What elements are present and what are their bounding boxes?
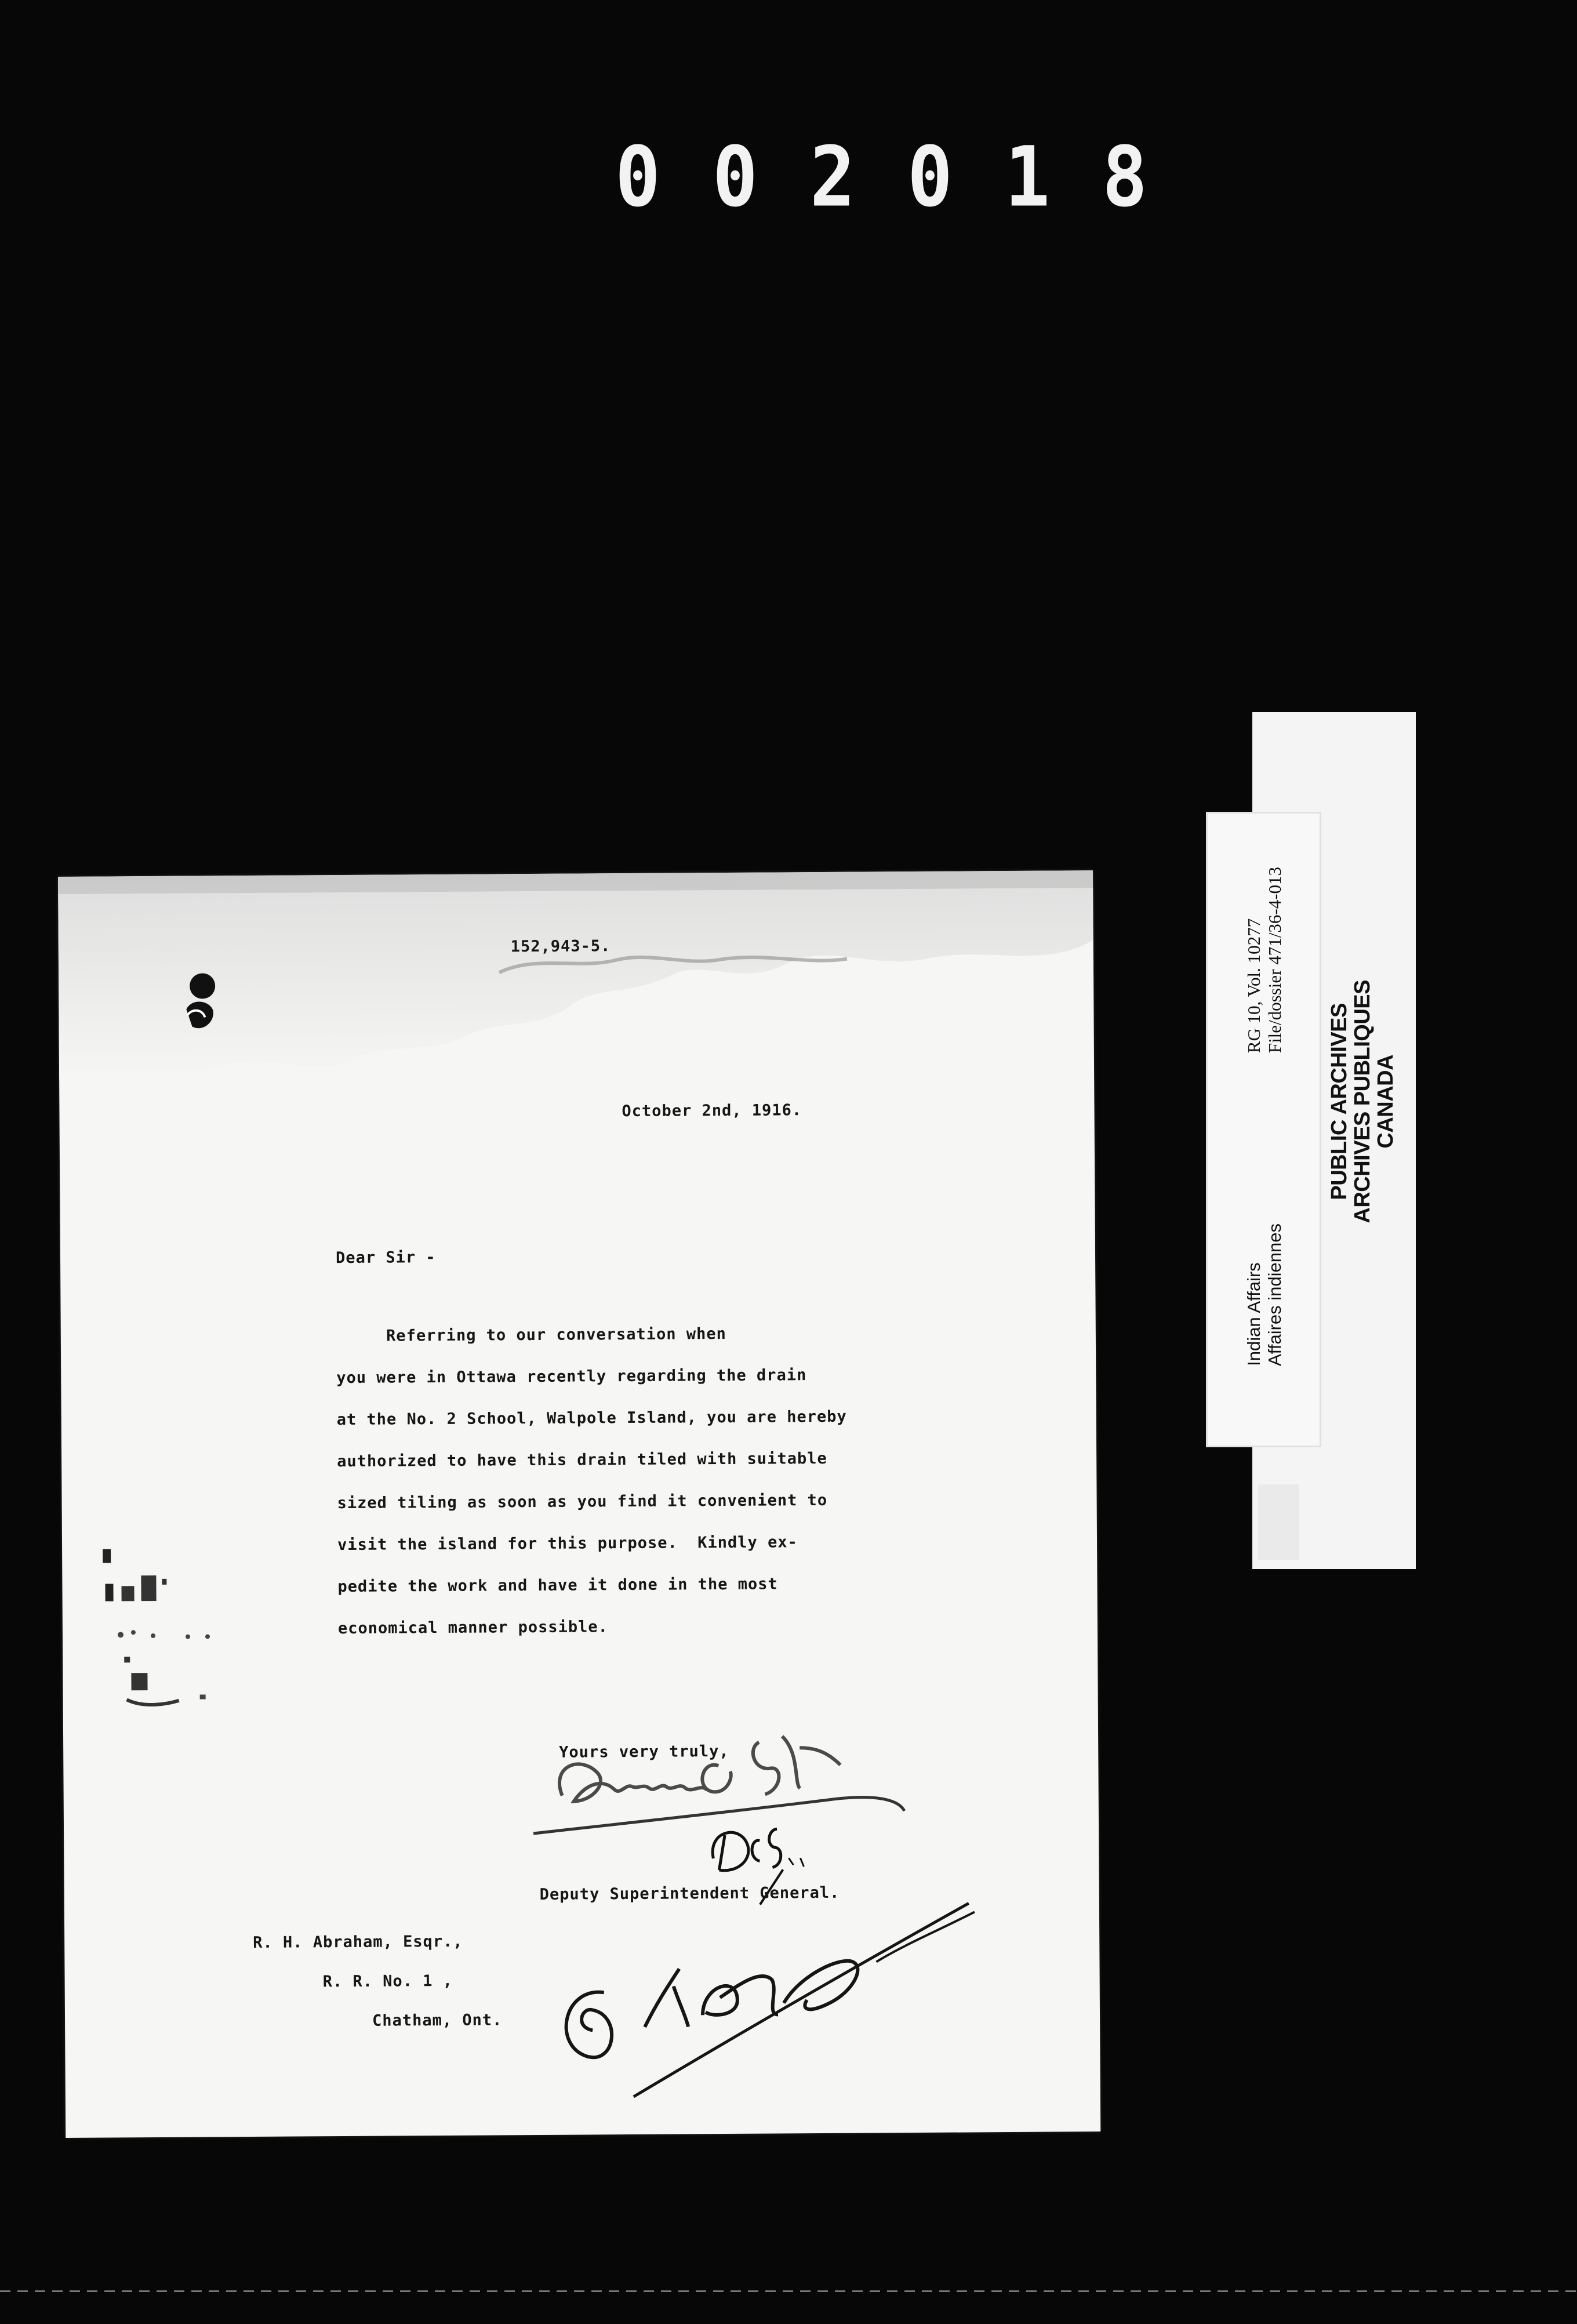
archive-reference — [1244, 867, 1285, 1053]
frame-digit: 2 — [809, 128, 856, 226]
file-number: 152,943-5. — [510, 937, 611, 956]
archive-name — [1328, 980, 1397, 1223]
archives-en: PUBLIC ARCHIVES — [1327, 1003, 1351, 1200]
film-edge — [0, 2290, 1577, 2292]
body-line: visit the island for this purpose. Kindly ex- — [337, 1533, 798, 1555]
record-group: RG 10, Vol. 10277 — [1244, 918, 1264, 1054]
frame-digit: 8 — [1102, 128, 1148, 226]
department-en: Indian Affairs — [1244, 1262, 1264, 1366]
body-line: pedite the work and have it done in the most — [337, 1575, 778, 1596]
addressee-line: R. H. Abraham, Esqr., — [253, 1932, 463, 1952]
salutation: Dear Sir - — [335, 1248, 436, 1268]
margin-marks — [85, 1542, 260, 1735]
frame-digit: 0 — [712, 128, 758, 226]
handwritten-signature — [527, 1711, 1086, 2120]
closing: Yours very truly, — [559, 1742, 729, 1762]
signature-title: Deputy Superintendent General. — [539, 1883, 840, 1904]
frame-digit: 0 — [907, 128, 953, 226]
body-line: you were in Ottawa recently regarding the drain — [336, 1366, 807, 1388]
archives-country: CANADA — [1373, 1054, 1398, 1149]
body-line: at the No. 2 School, Walpole Island, you are hereby — [336, 1407, 847, 1429]
department-fr: Affaires indiennes — [1264, 1223, 1285, 1366]
frame-digit: 1 — [1004, 128, 1051, 226]
body-line: authorized to have this drain tiled with suitable — [337, 1449, 827, 1471]
archive-label-tab — [1258, 1484, 1299, 1560]
frame-digit: 0 — [615, 128, 661, 226]
archive-department — [1244, 1223, 1285, 1366]
body-line: economical manner possible. — [337, 1618, 608, 1638]
letter-page — [58, 870, 1100, 2138]
body-line: Referring to our conversation when — [336, 1324, 726, 1346]
addressee-line: Chatham, Ont. — [372, 2011, 503, 2030]
file-dossier: File/dossier 471/36-4-013 — [1264, 867, 1285, 1054]
archives-fr: ARCHIVES PUBLIQUES — [1350, 980, 1375, 1223]
body-line: sized tiling as soon as you find it convenient to — [337, 1491, 828, 1513]
punch-hole — [175, 968, 227, 1044]
frame-number — [603, 128, 1160, 226]
addressee-line: R. R. No. 1 , — [322, 1971, 453, 1991]
letter-date: October 2nd, 1916. — [622, 1101, 802, 1121]
